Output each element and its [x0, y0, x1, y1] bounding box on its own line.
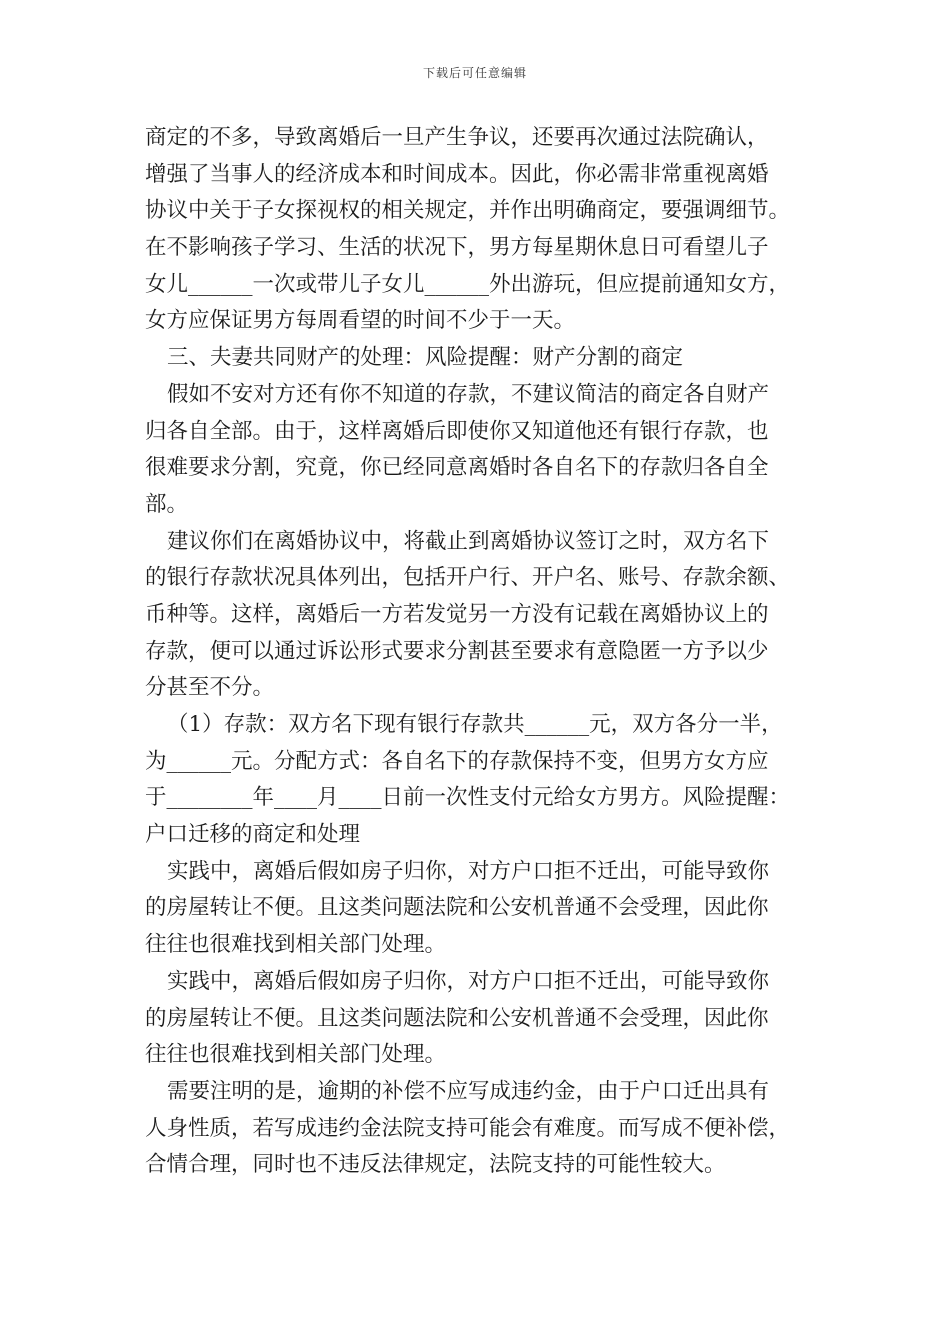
text-line: 实践中，离婚后假如房子归你，对方户口拒不迁出，可能导致你	[167, 858, 770, 884]
text-line: 实践中，离婚后假如房子归你，对方户口拒不迁出，可能导致你	[167, 968, 770, 994]
page-header: 下载后可任意编辑	[422, 66, 527, 80]
text-line: 户口迁移的商定和处理	[145, 822, 361, 848]
text-line: 需要注明的是，逾期的补偿不应写成违约金，由于户口迁出具有	[167, 1078, 770, 1104]
text-line: 很难要求分割，究竟，你已经同意离婚时各自名下的存款归各自全	[145, 455, 769, 481]
text-line: 合情合理，同时也不违反法律规定，法院支持的可能性较大。	[145, 1152, 726, 1178]
text-line: 于________年____月____日前一次性支付元给女方男方。风险提醒：	[145, 785, 791, 811]
text-line: （1）存款：双方名下现有银行存款共______元，双方各分一半，	[167, 712, 783, 737]
text-line: 协议中关于子女探视权的相关规定，并作出明确商定，要强调细节。	[145, 198, 791, 224]
text-line: 归各自全部。由于，这样离婚后即使你又知道他还有银行存款，也	[145, 418, 769, 444]
text-line: 的房屋转让不便。且这类问题法院和公安机普通不会受理，因此你	[145, 895, 769, 921]
text-line: 女方应保证男方每周看望的时间不少于一天。	[145, 308, 576, 334]
text-line: 为______元。分配方式：各自名下的存款保持不变，但男方女方应	[145, 748, 769, 774]
text-line: 往往也很难找到相关部门处理。	[145, 932, 447, 958]
document-body	[145, 120, 825, 1184]
text-line: 分甚至不分。	[145, 675, 275, 701]
text-line: 人身性质，若写成违约金法院支持可能会有难度。而写成不便补偿，	[145, 1115, 791, 1141]
text-line: 的银行存款状况具体列出，包括开户行、开户名、账号、存款余额、	[145, 565, 791, 591]
text-line: 女儿______一次或带儿子女儿______外出游玩，但应提前通知女方，	[145, 271, 791, 297]
text-line: 的房屋转让不便。且这类问题法院和公安机普通不会受理，因此你	[145, 1005, 769, 1031]
text-line: 币种等。这样，离婚后一方若发觉另一方没有记载在离婚协议上的	[145, 601, 769, 627]
text-line: 建议你们在离婚协议中，将截止到离婚协议签订之时，双方名下	[167, 528, 770, 554]
text-line: 存款，便可以通过诉讼形式要求分割甚至要求有意隐匿一方予以少	[145, 638, 769, 664]
text-line: 在不影响孩子学习、生活的状况下，男方每星期休息日可看望儿子	[145, 235, 769, 261]
text-line: 往往也很难找到相关部门处理。	[145, 1042, 447, 1068]
text-line: 部。	[145, 491, 189, 517]
text-line: 增强了当事人的经济成本和时间成本。因此，你必需非常重视离婚	[145, 161, 769, 187]
text-line: 假如不安对方还有你不知道的存款，不建议简洁的商定各自财产	[167, 381, 770, 407]
text-line: 三、夫妻共同财产的处理：风险提醒：财产分割的商定	[167, 345, 684, 371]
text-line: 商定的不多，导致离婚后一旦产生争议，还要再次通过法院确认，	[145, 125, 769, 150]
